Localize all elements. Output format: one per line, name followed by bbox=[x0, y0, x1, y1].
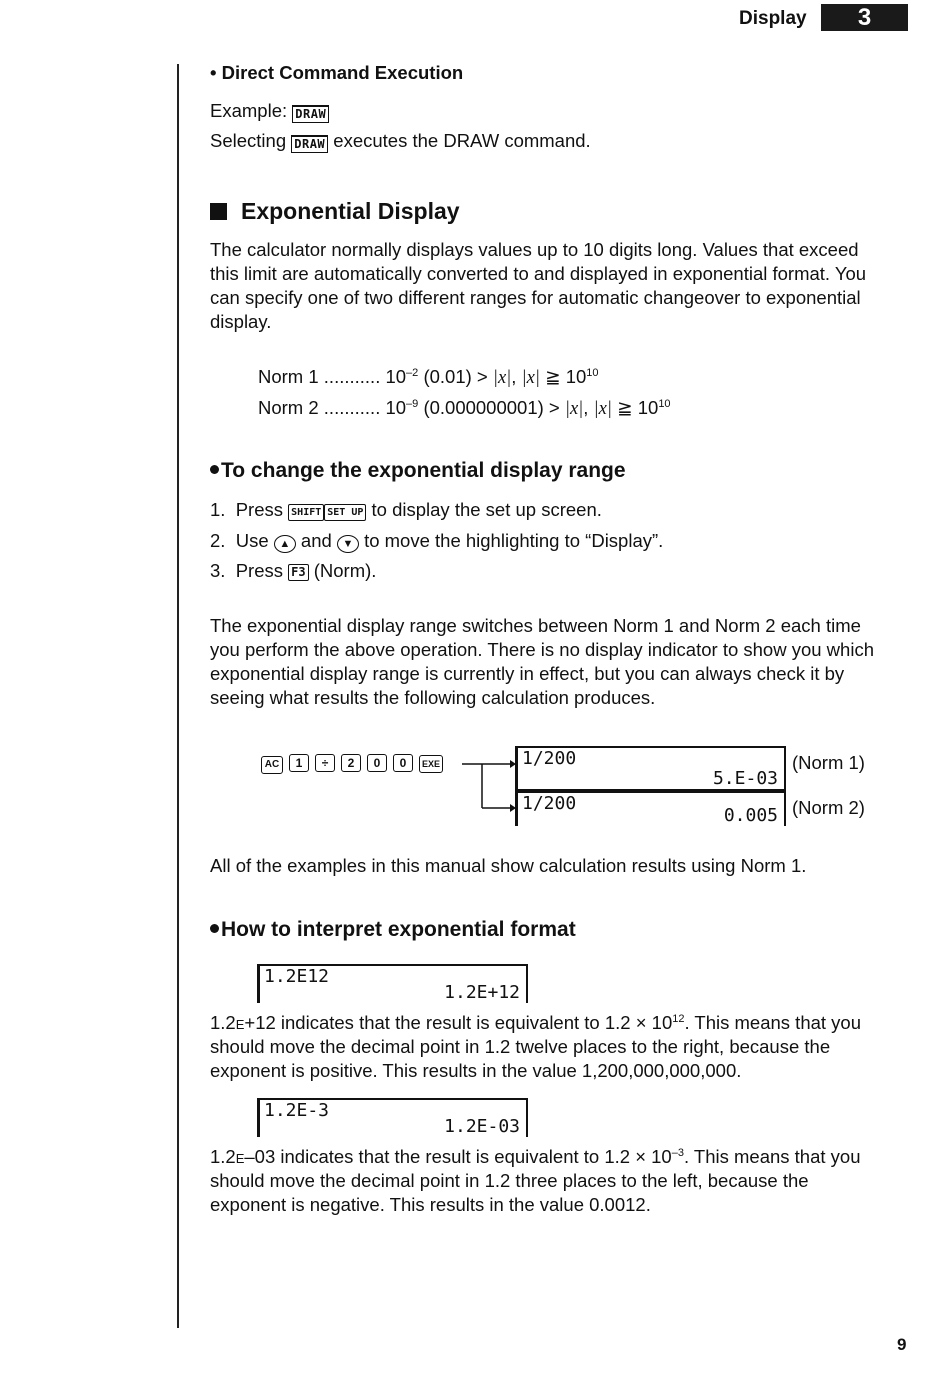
step-1 bbox=[210, 498, 602, 522]
upper-base: 10 bbox=[565, 366, 587, 387]
abs-x: |x| bbox=[521, 368, 540, 388]
mantissa: 1.2 bbox=[210, 1146, 236, 1167]
norm1-exponent: –2 bbox=[406, 367, 419, 379]
positive-para-line-2: should move the decimal point in 1.2 twelve places to the right, because the bbox=[210, 1036, 831, 1057]
step-text: and bbox=[300, 530, 332, 551]
superscript: 12 bbox=[672, 1013, 685, 1025]
norm2-base: 10 bbox=[385, 397, 407, 418]
change-range-heading-text: To change the exponential display range bbox=[221, 459, 626, 482]
superscript: –3 bbox=[671, 1147, 684, 1159]
step-number: 2. bbox=[210, 530, 226, 551]
step-2 bbox=[210, 529, 663, 553]
f3-key: F3 bbox=[288, 564, 308, 581]
negative-para-line-3: exponent is negative. This results in the value 0.0012. bbox=[210, 1194, 651, 1215]
exponential-display-heading-text: Exponential Display bbox=[241, 198, 460, 224]
section-title: Display bbox=[739, 8, 807, 29]
range-para-line-1: The exponential display range switches between Norm 1 and Norm 2 each time bbox=[210, 615, 861, 636]
screen-input: 1.2E-3 bbox=[264, 1100, 330, 1121]
negative-para-line-1 bbox=[210, 1145, 861, 1171]
text: +12 indicates that the result is equivalent to 1.2 × 10 bbox=[244, 1012, 673, 1033]
upper-base: 10 bbox=[637, 397, 659, 418]
interpret-heading bbox=[210, 918, 576, 942]
example-line bbox=[210, 99, 329, 123]
step-text: to display the set up screen. bbox=[371, 499, 602, 520]
selecting-post: executes the DRAW command. bbox=[333, 130, 591, 151]
step-text: (Norm). bbox=[313, 560, 377, 581]
digit-0-key: 0 bbox=[393, 754, 413, 772]
abs-x: |x| bbox=[492, 368, 512, 388]
shift-key: SHIFT bbox=[288, 504, 324, 521]
exponential-display-heading bbox=[210, 198, 460, 225]
change-range-heading bbox=[210, 459, 626, 483]
calc-screen-negative bbox=[257, 1098, 528, 1137]
page-number: 9 bbox=[897, 1335, 907, 1354]
setup-key: SET UP bbox=[324, 504, 366, 521]
norm2-tag: (Norm 2) bbox=[792, 797, 865, 818]
text: –03 indicates that the result is equivalent to 1.2 × 10 bbox=[244, 1146, 672, 1167]
mantissa: 1.2 bbox=[210, 1012, 236, 1033]
range-para-line-4: seeing what results the following calculation produces. bbox=[210, 687, 656, 708]
positive-para-line-3: exponent is positive. This results in the value 1,200,000,000,000. bbox=[210, 1060, 742, 1081]
calc-screen-norm2 bbox=[515, 791, 786, 826]
exp-para-line-2: this limit are automatically converted to and displayed in exponential format. You bbox=[210, 263, 867, 284]
geq-sign: ≧ bbox=[545, 366, 561, 387]
direct-command-heading bbox=[210, 61, 463, 85]
text: . This means that you bbox=[683, 1146, 861, 1167]
abs-x: |x| bbox=[593, 399, 612, 419]
screen-result: 0.005 bbox=[723, 805, 778, 826]
norm2-label: Norm 2 ........... bbox=[258, 397, 381, 418]
chapter-number-badge: 3 bbox=[821, 4, 908, 31]
abs-x: |x| bbox=[564, 399, 584, 419]
step-number: 3. bbox=[210, 560, 226, 581]
range-para-line-3: exponential display range is currently in effect, but you can always check it by bbox=[210, 663, 845, 684]
round-bullet-icon bbox=[210, 924, 219, 933]
direct-command-heading-text: Direct Command Execution bbox=[221, 62, 464, 83]
step-text: Use bbox=[235, 530, 269, 551]
norm1-tag: (Norm 1) bbox=[792, 752, 865, 773]
exp-letter: E bbox=[235, 1017, 245, 1032]
step-text: Press bbox=[235, 499, 284, 520]
comma: , bbox=[583, 397, 589, 418]
draw-key-inline: DRAW bbox=[291, 135, 328, 153]
norm1-value: (0.01) > bbox=[423, 366, 488, 387]
range-para-line-2: you perform the above operation. There is no display indicator to show you which bbox=[210, 639, 874, 660]
round-bullet-icon bbox=[210, 465, 219, 474]
selecting-pre: Selecting bbox=[210, 130, 287, 151]
exp-para-line-4: display. bbox=[210, 311, 272, 332]
interpret-heading-text: How to interpret exponential format bbox=[221, 918, 576, 941]
text: . This means that you bbox=[684, 1012, 862, 1033]
calc-screen-positive bbox=[257, 964, 528, 1003]
divide-key: ÷ bbox=[315, 754, 335, 772]
exp-letter: E bbox=[235, 1151, 245, 1166]
ac-key: AC bbox=[261, 756, 283, 774]
screen-result: 5.E-03 bbox=[712, 768, 778, 789]
step-text: Press bbox=[235, 560, 284, 581]
exp-para-line-1: The calculator normally displays values up to 10 digits long. Values that exceed bbox=[210, 239, 859, 260]
screen-input: 1.2E12 bbox=[264, 966, 330, 987]
norm1-label: Norm 1 ........... bbox=[258, 366, 381, 387]
step-3 bbox=[210, 559, 376, 583]
step-text: to move the highlighting to “Display”. bbox=[364, 530, 664, 551]
upper-exponent: 10 bbox=[586, 367, 599, 379]
selecting-line bbox=[210, 129, 591, 153]
negative-para-line-2: should move the decimal point in 1.2 three places to the left, because the bbox=[210, 1170, 809, 1191]
bullet-mark: • bbox=[210, 62, 222, 83]
screen-result: 1.2E+12 bbox=[444, 982, 520, 1003]
exe-key: EXE bbox=[419, 755, 443, 773]
margin-rule bbox=[177, 64, 179, 1328]
cursor-up-key-icon: ▲ bbox=[274, 535, 296, 553]
cursor-down-key-icon: ▼ bbox=[337, 535, 359, 553]
digit-1-key: 1 bbox=[289, 754, 309, 772]
exp-para-line-3: can specify one of two different ranges for automatic changeover to exponential bbox=[210, 287, 861, 308]
result-arrows bbox=[460, 752, 516, 816]
screen-input: 1/200 bbox=[522, 793, 577, 814]
digit-2-key: 2 bbox=[341, 754, 361, 772]
upper-exponent: 10 bbox=[658, 398, 671, 410]
norm1-base: 10 bbox=[385, 366, 407, 387]
norm1-range bbox=[258, 365, 599, 390]
screen-result: 1.2E-03 bbox=[444, 1116, 520, 1137]
norm2-range bbox=[258, 396, 671, 421]
draw-key: DRAW bbox=[292, 105, 329, 123]
comma: , bbox=[511, 366, 517, 387]
screen-input: 1/200 bbox=[522, 748, 577, 769]
key-sequence bbox=[261, 754, 449, 774]
step-number: 1. bbox=[210, 499, 226, 520]
calc-screen-norm1 bbox=[515, 746, 786, 791]
geq-sign: ≧ bbox=[617, 397, 633, 418]
square-bullet-icon bbox=[210, 203, 227, 220]
norm2-value: (0.000000001) > bbox=[423, 397, 560, 418]
norm2-exponent: –9 bbox=[406, 398, 419, 410]
example-label: Example: bbox=[210, 100, 288, 121]
closing-line: All of the examples in this manual show calculation results using Norm 1. bbox=[210, 855, 807, 876]
digit-0-key: 0 bbox=[367, 754, 387, 772]
positive-para-line-1 bbox=[210, 1011, 861, 1037]
